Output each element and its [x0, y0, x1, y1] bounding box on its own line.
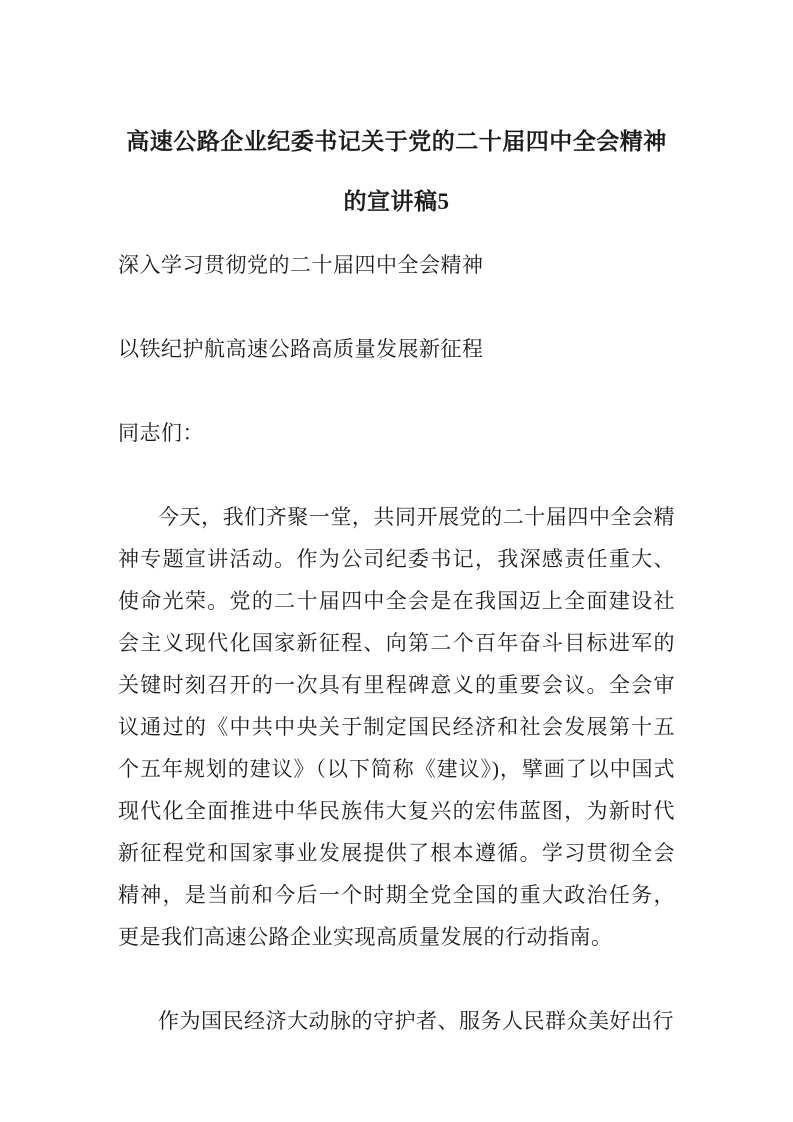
- document-subtitle-theme: 以铁纪护航高速公路高质量发展新征程: [118, 337, 484, 361]
- document-subtitle-study: 深入学习贯彻党的二十届四中全会精神: [118, 253, 484, 277]
- salutation: 同志们：: [118, 421, 204, 445]
- body-paragraph-1: 今天，我们齐聚一堂，共同开展党的二十届四中全会精神专题宣讲活动。作为公司纪委书记，我深感责任重大、使命光荣。党的二十届四中全会是在我国迈上全面建设社会主义现代化国家新征程、向第二个百年奋斗目标进军的关键时刻召开的一次具有里程碑意义的重要会议。全会审议通过的《中共中央关于制定国民经济和社会发展第十五个五年规划的建议》（以下简称《建议》)，擘画了以中国式现代化全面推进中华民族伟大复兴的宏伟蓝图，为新时代新征程党和国家事业发展提供了根本遵循。学习贯彻全会精神，是当前和今后一个时期全党全国的重大政治任务，更是我们高速公路企业实现高质量发展的行动指南。: [118, 505, 675, 949]
- body-paragraph-2: 作为国民经济大动脉的守护者、服务人民群众美好出行: [158, 1009, 674, 1033]
- document-title: 高速公路企业纪委书记关于党的二十届四中全会精神的宣讲稿5: [126, 129, 667, 214]
